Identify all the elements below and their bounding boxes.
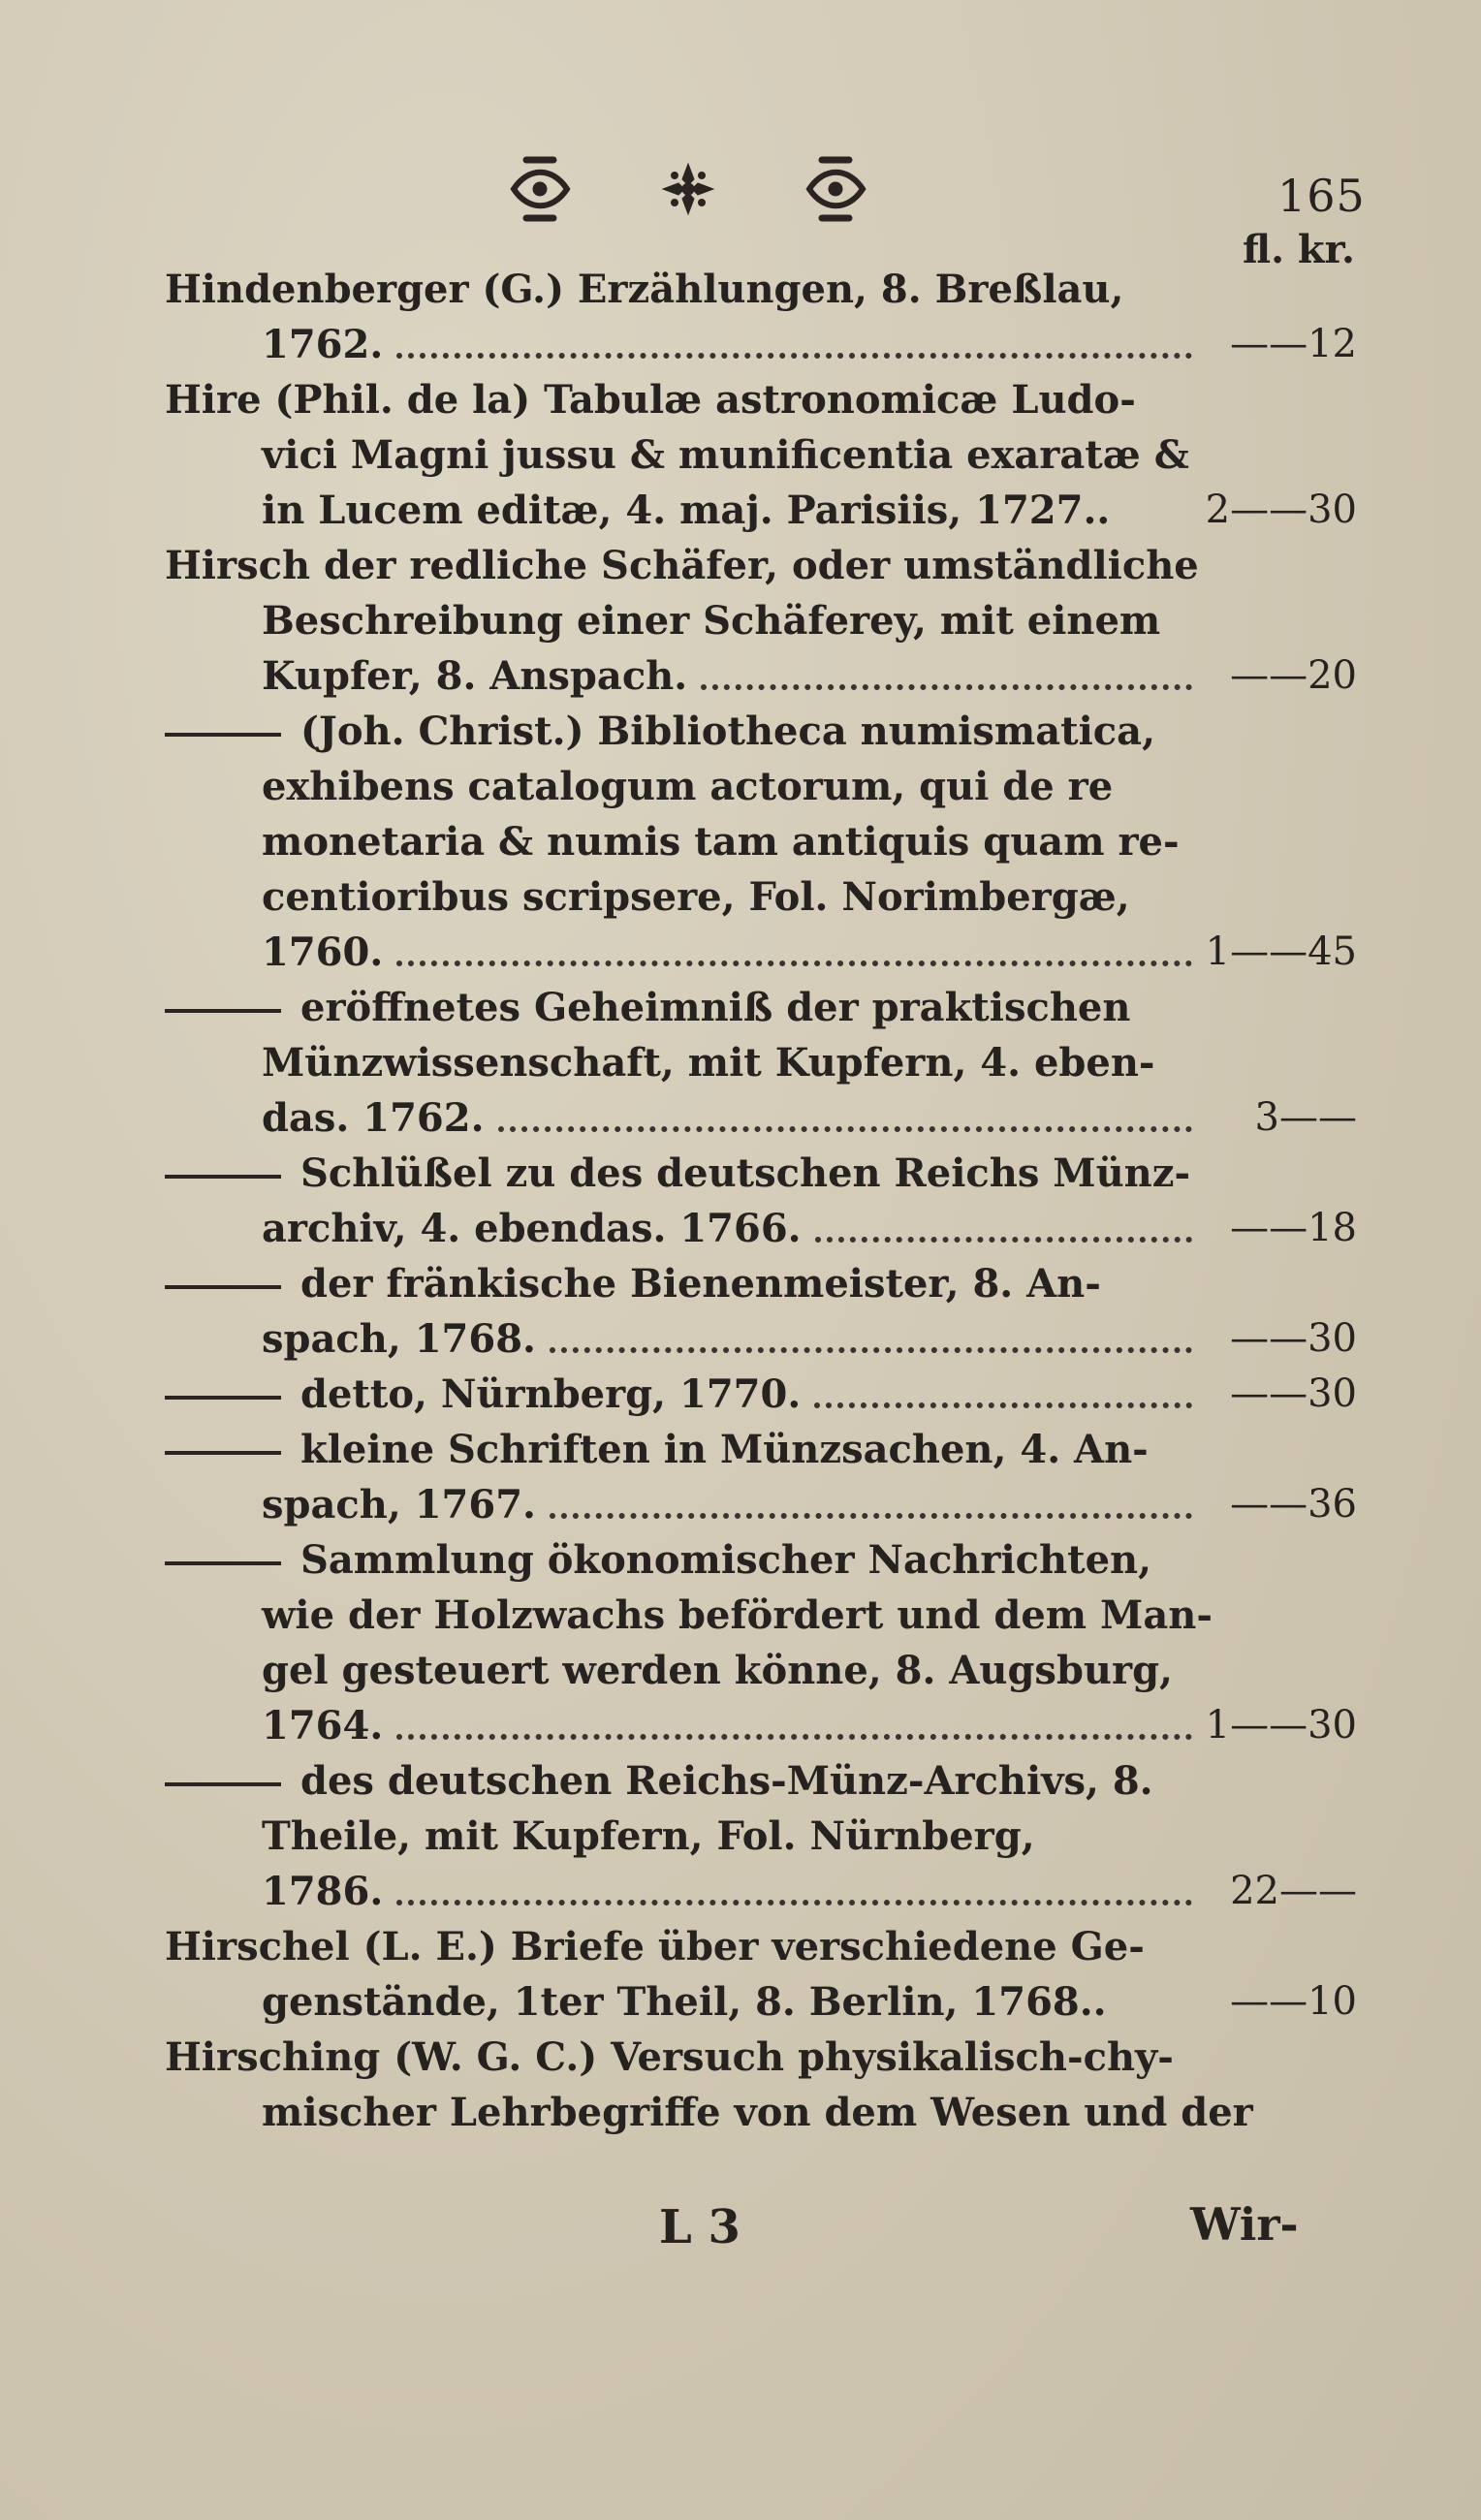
line-text-wrap [262, 1864, 383, 1919]
dot-leader [815, 1237, 1192, 1243]
line-text-wrap [262, 869, 1130, 925]
dot-leader [498, 1126, 1192, 1132]
catalog-line [165, 925, 1367, 980]
catalog-line [165, 1643, 1367, 1698]
line-text-wrap [262, 1698, 383, 1753]
catalog-line [165, 1588, 1367, 1643]
price: ——18 [1230, 1206, 1357, 1250]
price: ——10 [1230, 1979, 1357, 2024]
line-text-wrap [165, 1422, 1149, 1477]
catalog-line [165, 869, 1367, 925]
catalog-line [165, 427, 1367, 483]
entry-text: Theile, mit Kupfern, Fol. Nürnberg, [262, 1813, 1035, 1859]
price: 3—— [1254, 1095, 1357, 1140]
ditto-dash [165, 1451, 281, 1455]
catalog-line [165, 1367, 1367, 1422]
line-text-wrap [165, 1146, 1190, 1201]
catalog-entries [165, 262, 1367, 2140]
entry-text: (Joh. Christ.) Bibliotheca numismatica, [300, 709, 1155, 754]
line-text-wrap [262, 1477, 536, 1532]
entry-text: Kupfer, 8. Anspach. [262, 653, 688, 699]
dot-leader [396, 1734, 1192, 1740]
line-text-wrap [165, 980, 1130, 1035]
catalog-line [165, 1477, 1367, 1532]
line-text-wrap [262, 759, 1113, 814]
dot-leader [701, 684, 1192, 690]
entry-text: 1764. [262, 1703, 384, 1748]
line-text-wrap [262, 1643, 1173, 1698]
catalog-line [165, 1809, 1367, 1864]
line-text-wrap [262, 1311, 536, 1367]
catalog-line [165, 1753, 1367, 1809]
entry-text: wie der Holzwachs befördert und dem Man- [262, 1592, 1213, 1638]
line-text-wrap [165, 1532, 1151, 1588]
entry-text: Hire (Phil. de la) Tabulæ astronomicæ Ludo- [165, 377, 1136, 423]
entry-text: Hindenberger (G.) Erzählungen, 8. Breßlau, [165, 267, 1124, 312]
ditto-dash [165, 1009, 281, 1013]
catchword: Wir- [1190, 2198, 1299, 2251]
price: 2——30 [1205, 488, 1357, 532]
entry-text: 1760. [262, 929, 384, 975]
line-text-wrap [262, 593, 1160, 648]
entry-text: vici Magni jussu & munificentia exaratæ & [262, 432, 1189, 478]
entry-text: archiv, 4. ebendas. 1766. [262, 1206, 802, 1251]
line-text-wrap [262, 427, 1189, 483]
catalog-line [165, 1698, 1367, 1753]
price: ——30 [1230, 1371, 1357, 1416]
catalog-line [165, 1864, 1367, 1919]
catalog-line [165, 317, 1367, 372]
price: 1——30 [1205, 1703, 1357, 1748]
ditto-dash [165, 733, 281, 737]
line-text-wrap [262, 1809, 1035, 1864]
catalog-line [165, 593, 1367, 648]
dot-leader [814, 1402, 1192, 1408]
entry-text: Schlüßel zu des deutschen Reichs Münz- [300, 1150, 1191, 1196]
entry-text: in Lucem editæ, 4. maj. Parisiis, 1727.. [262, 488, 1111, 533]
line-text-wrap [165, 538, 1199, 593]
catalog-line [165, 648, 1367, 704]
entry-text: Beschreibung einer Schäferey, mit einem [262, 598, 1161, 644]
currency-header: fl. kr. [1243, 227, 1355, 272]
catalog-line [165, 262, 1367, 317]
catalog-line [165, 483, 1367, 538]
entry-text: Hirsch der redliche Schäfer, oder umständliche [165, 543, 1199, 588]
dot-leader [550, 1347, 1192, 1353]
line-text-wrap [262, 1090, 485, 1146]
entry-text: kleine Schriften in Münzsachen, 4. An- [300, 1427, 1149, 1472]
entry-text: centioribus scripsere, Fol. Norimbergæ, [262, 874, 1130, 920]
line-text-wrap [262, 2085, 1253, 2140]
line-text-wrap [165, 2030, 1174, 2085]
catalog-line [165, 1311, 1367, 1367]
catalog-line [165, 704, 1367, 759]
entry-text: das. 1762. [262, 1095, 485, 1141]
line-text-wrap [165, 1919, 1145, 1974]
ditto-dash [165, 1285, 281, 1289]
ditto-dash [165, 1561, 281, 1565]
entry-text: spach, 1767. [262, 1482, 536, 1528]
line-text-wrap [262, 1201, 802, 1256]
entry-text: Sammlung ökonomischer Nachrichten, [300, 1537, 1152, 1583]
entry-text: detto, Nürnberg, 1770. [300, 1371, 802, 1417]
entry-text: des deutschen Reichs-Münz-Archivs, 8. [300, 1758, 1153, 1804]
entry-text: spach, 1768. [262, 1316, 536, 1362]
catalog-line [165, 1422, 1367, 1477]
entry-text: 1786. [262, 1869, 384, 1914]
catalog-line [165, 1090, 1367, 1146]
entry-text: genstände, 1ter Theil, 8. Berlin, 1768.. [262, 1979, 1107, 2025]
catalog-line [165, 2085, 1367, 2140]
price: 22—— [1230, 1869, 1357, 1913]
line-text-wrap [165, 1367, 801, 1422]
catalog-line [165, 2030, 1367, 2085]
line-text-wrap [262, 483, 1110, 538]
catalog-line [165, 372, 1367, 427]
entry-text: Hirschel (L. E.) Briefe über verschiedene Ge- [165, 1924, 1145, 1969]
line-text-wrap [262, 1974, 1107, 2030]
ornament-icon [475, 155, 901, 223]
line-text-wrap [165, 372, 1136, 427]
price: ——12 [1230, 322, 1357, 366]
entry-text: Münzwissenschaft, mit Kupfern, 4. eben- [262, 1040, 1155, 1086]
catalog-line [165, 1532, 1367, 1588]
catalog-line [165, 1146, 1367, 1201]
entry-text: gel gesteuert werden könne, 8. Augsburg, [262, 1648, 1173, 1693]
ditto-dash [165, 1396, 281, 1400]
line-text-wrap [262, 925, 383, 980]
catalog-line [165, 1974, 1367, 2030]
line-text-wrap [262, 317, 383, 372]
dot-leader [396, 353, 1192, 359]
ditto-dash [165, 1175, 281, 1179]
entry-text: 1762. [262, 322, 384, 367]
line-text-wrap [262, 1035, 1155, 1090]
header-ornaments [475, 155, 901, 223]
ditto-dash [165, 1782, 281, 1786]
dot-leader [396, 1900, 1192, 1906]
catalog-line [165, 814, 1367, 869]
price: ——30 [1230, 1316, 1357, 1361]
page-number: 165 [1277, 170, 1366, 222]
catalog-line [165, 1256, 1367, 1311]
line-text-wrap [262, 1588, 1213, 1643]
dot-leader [550, 1513, 1192, 1519]
entry-text: monetaria & numis tam antiquis quam re- [262, 819, 1180, 865]
catalog-line [165, 538, 1367, 593]
catalog-line [165, 1919, 1367, 1974]
signature-mark: L 3 [659, 2200, 740, 2254]
price: 1——45 [1205, 929, 1357, 974]
entry-text: mischer Lehrbegriffe von dem Wesen und der [262, 2090, 1253, 2135]
line-text-wrap [165, 1256, 1101, 1311]
line-text-wrap [165, 1753, 1153, 1809]
entry-text: eröffnetes Geheimniß der praktischen [300, 985, 1131, 1030]
price: ——20 [1230, 653, 1357, 698]
entry-text: der fränkische Bienenmeister, 8. An- [300, 1261, 1101, 1307]
line-text-wrap [165, 704, 1155, 759]
dot-leader [396, 961, 1192, 966]
catalog-line [165, 759, 1367, 814]
catalog-line [165, 1201, 1367, 1256]
line-text-wrap [165, 262, 1123, 317]
catalog-line [165, 1035, 1367, 1090]
price: ——36 [1230, 1482, 1357, 1527]
line-text-wrap [262, 814, 1180, 869]
entry-text: Hirsching (W. G. C.) Versuch physikalisch-chy- [165, 2034, 1174, 2080]
catalog-line [165, 980, 1367, 1035]
line-text-wrap [262, 648, 687, 704]
entry-text: exhibens catalogum actorum, qui de re [262, 764, 1114, 809]
